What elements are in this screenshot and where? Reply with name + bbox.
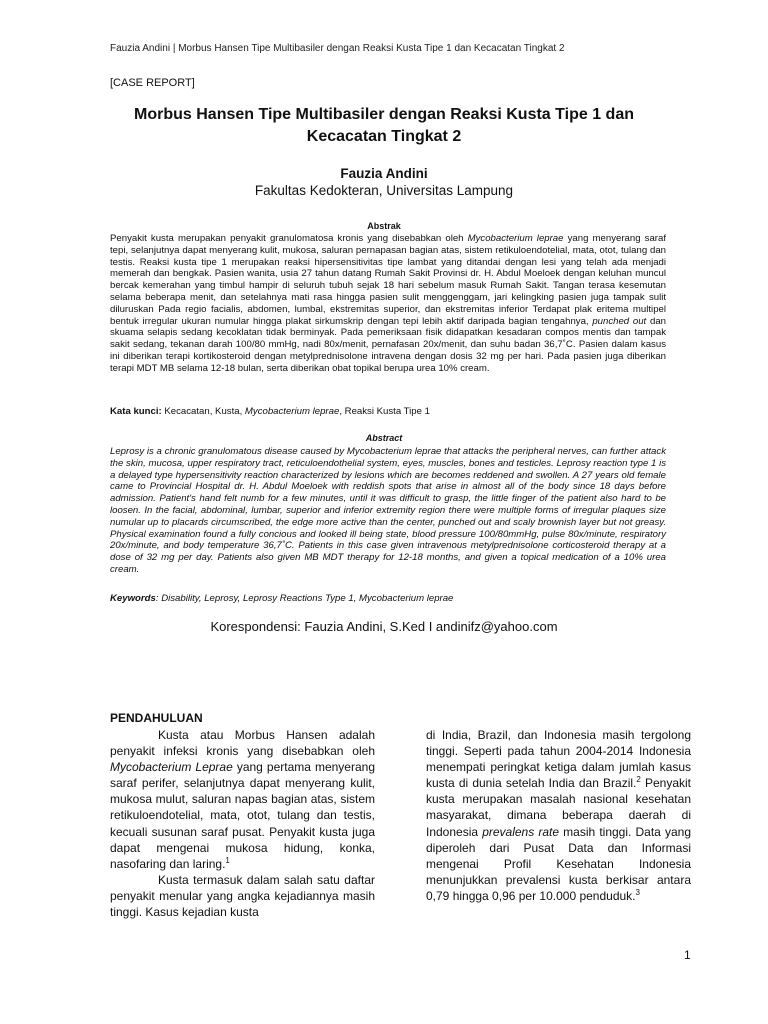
p1-text-a: Kusta atau Morbus Hansen adalah penyakit infeksi kronis yang disebabkan oleh <box>110 728 375 759</box>
abstrak-part-3: dan skuama selapis sedang kecoklatan tidak berminyak. Pada pemeriksaan fisik didapatkan kesadaran compos mentis dan tampak sakit sedang, tekanan darah 100/80 mmHg, nadi 80x/menit, pernafasan 20x/menit, dan suhu badan 36,7˚C. Pasien dalam kasus ini diberikan terapi kortikosteroid dengan metylprednisolone intravena dengan dosis 32 mg per hari. Pada pasien juga diberikan terapi MDT MB selama 12-18 bulan, serta diberikan obat topikal berupa urea 10% cream. <box>110 315 666 374</box>
abstract-heading: Abstract <box>365 433 403 443</box>
body-column-left <box>110 727 375 920</box>
kata-kunci <box>110 406 666 418</box>
article-title: Morbus Hansen Tipe Multibasiler dengan Reaksi Kusta Tipe 1 dan Kecacatan Tingkat 2 <box>134 106 634 145</box>
p1-text-b: yang pertama menyerang saraf perifer, selanjutnya dapat menyerang kulit, mukosa mulut, saluran napas bagian atas, sistem retikuloendotelial, mata, otot, tulang dan testis, kecuali susunan saraf pusat. Penyakit kusta juga dapat mengenai mukosa hidung, konka, nasofaring dan laring. <box>110 760 375 871</box>
abstrak-part-1: Penyakit kusta merupakan penyakit granulomatosa kronis yang disebabkan oleh <box>110 233 468 244</box>
kata-kunci-species: Mycobacterium leprae <box>244 406 340 417</box>
p2-text-b: Penyakit kusta merupakan masalah nasional kesehatan masyarakat, dimana beberapa daerah di Indonesia <box>426 776 692 839</box>
ref-3: 3 <box>635 887 640 897</box>
abstrak-heading: Abstrak <box>367 221 401 231</box>
section-heading: PENDAHULUAN <box>110 711 203 725</box>
body-paragraph-2-cont <box>426 727 691 904</box>
article-type-label: [CASE REPORT] <box>110 77 195 89</box>
keywords-text: : Disability, Leprosy, Leprosy Reactions Type 1, Mycobacterium leprae <box>155 593 454 604</box>
ref-1: 1 <box>225 855 230 865</box>
abstrak-text <box>110 233 666 375</box>
abstrak-punched-out: punched out <box>592 315 647 327</box>
page-number: 1 <box>684 948 691 962</box>
ref-2: 2 <box>636 775 641 785</box>
p2-text-c: masih tinggi. Data yang diperoleh dari Pusat Data dan Informasi mengenai Profil Kesehatan Indonesia menunjukkan prevalensi kusta berkisar antara 0,79 hingga 0,96 per 10.000 penduduk. <box>426 824 691 903</box>
abstrak-part-2: yang menyerang saraf tepi, selanjutnya dapat menyerang kulit, mukosa, saluran pernapasan bagian atas, sistem retikuloendotelial, mata, otot, tulang dan testis. Reaksi kusta tipe 1 merupakan reaksi hipersensitivitas tipe lambat yang ditandai dengan lesi yang telah ada menjadi memerah dan bengkak. Pasien wanita, usia 27 tahun datang Rumah Sakit Provinsi dr. H. Abdul Moeloek dengan keluhan muncul bercak kemerahan yang timbul hampir di seluruh tubuh sejak 18 hari sebelum masuk Rumah Sakit. Tangan terasa kesemutan selama beberapa menit, dan setelahnya mati rasa hingga pasien sulit menggenggam, jari kelingking pasien juga tampak sulit diluruskan Pada regio facialis, abdomen, lumbal, ekstremitas superior, dan ekstremitas inferior Terdapat plak eritema multipel bentuk irregular ukuran numular hingga plakat sirkumskrip dengan tepi lebih aktif daripada bagian tengahnya, <box>110 233 666 327</box>
p2-text-a: di India, Brazil, dan Indonesia masih tergolong tinggi. Seperti pada tahun 2004-2014 Indonesia menempati peringkat ketiga dalam jumlah kasus kusta di dunia setelah India dan Brazil. <box>426 728 691 791</box>
keywords-label: Keywords <box>110 593 156 604</box>
body-paragraph-1 <box>110 727 375 872</box>
kata-kunci-label: Kata kunci: <box>110 406 162 417</box>
abstract-text: Leprosy is a chronic granulomatous disease caused by Mycobacterium leprae that attacks the peripheral nerves, can further attack the skin, mucosa, upper respiratory tract, reticuloendothelial system, eyes, muscles, bones and testicles. Leprosy reaction type 1 is a delayed type hypersensitivity reaction characterized by lesions which are becomes reddened and swollen. A 27 years old female came to Provincial Hospital dr. H. Abdul Moeloek with reddish spots that arise in almost all of the body since 18 days before admission. Patient's hand felt numb for a few minutes, until it was difficult to grasp, the little finger of the patient also hard to be loosen. In the facial, abdominal, lumbar, superior and inferior extremity region there were multiple forms of irregular plaques size numular up to placards circumscribed, the edge more active than the center, punched out and scaly brownish layer but not greasy. Physical examination found a fully concious and looked ill being state, blood pressure 100/80mmHg, pulse 80x/minute, respiratory 20x/minute, and body temperature 36,7˚C. Patients in this case given intravenous metylprednisolone corticosteroid therapy at a dose of 32 mg per day. Patients also given MB MDT therapy for 12-18 months, and given a topical medication of a 10% urea cream. <box>110 446 666 575</box>
kata-kunci-part-1: Kecacatan, Kusta, <box>161 406 245 417</box>
author-name: Fauzia Andini <box>340 166 428 181</box>
keywords <box>110 593 666 605</box>
correspondence: Korespondensi: Fauzia Andini, S.Ked I andinifz@yahoo.com <box>210 619 558 634</box>
body-paragraph-2: Kusta termasuk dalam salah satu daftar penyakit menular yang angka kejadiannya masih tinggi. Kasus kejadian kusta <box>110 872 375 920</box>
running-header: Fauzia Andini | Morbus Hansen Tipe Multibasiler dengan Reaksi Kusta Tipe 1 dan Kecacatan Tingkat 2 <box>110 43 565 54</box>
author-affiliation: Fakultas Kedokteran, Universitas Lampung <box>254 183 514 198</box>
body-column-right <box>426 727 691 904</box>
abstrak-species: Mycobacterium leprae <box>467 233 564 244</box>
p2-prevalens: prevalens rate <box>482 824 560 839</box>
kata-kunci-part-2: , Reaksi Kusta Tipe 1 <box>339 406 430 417</box>
p1-species: Mycobacterium Leprae <box>110 760 233 775</box>
